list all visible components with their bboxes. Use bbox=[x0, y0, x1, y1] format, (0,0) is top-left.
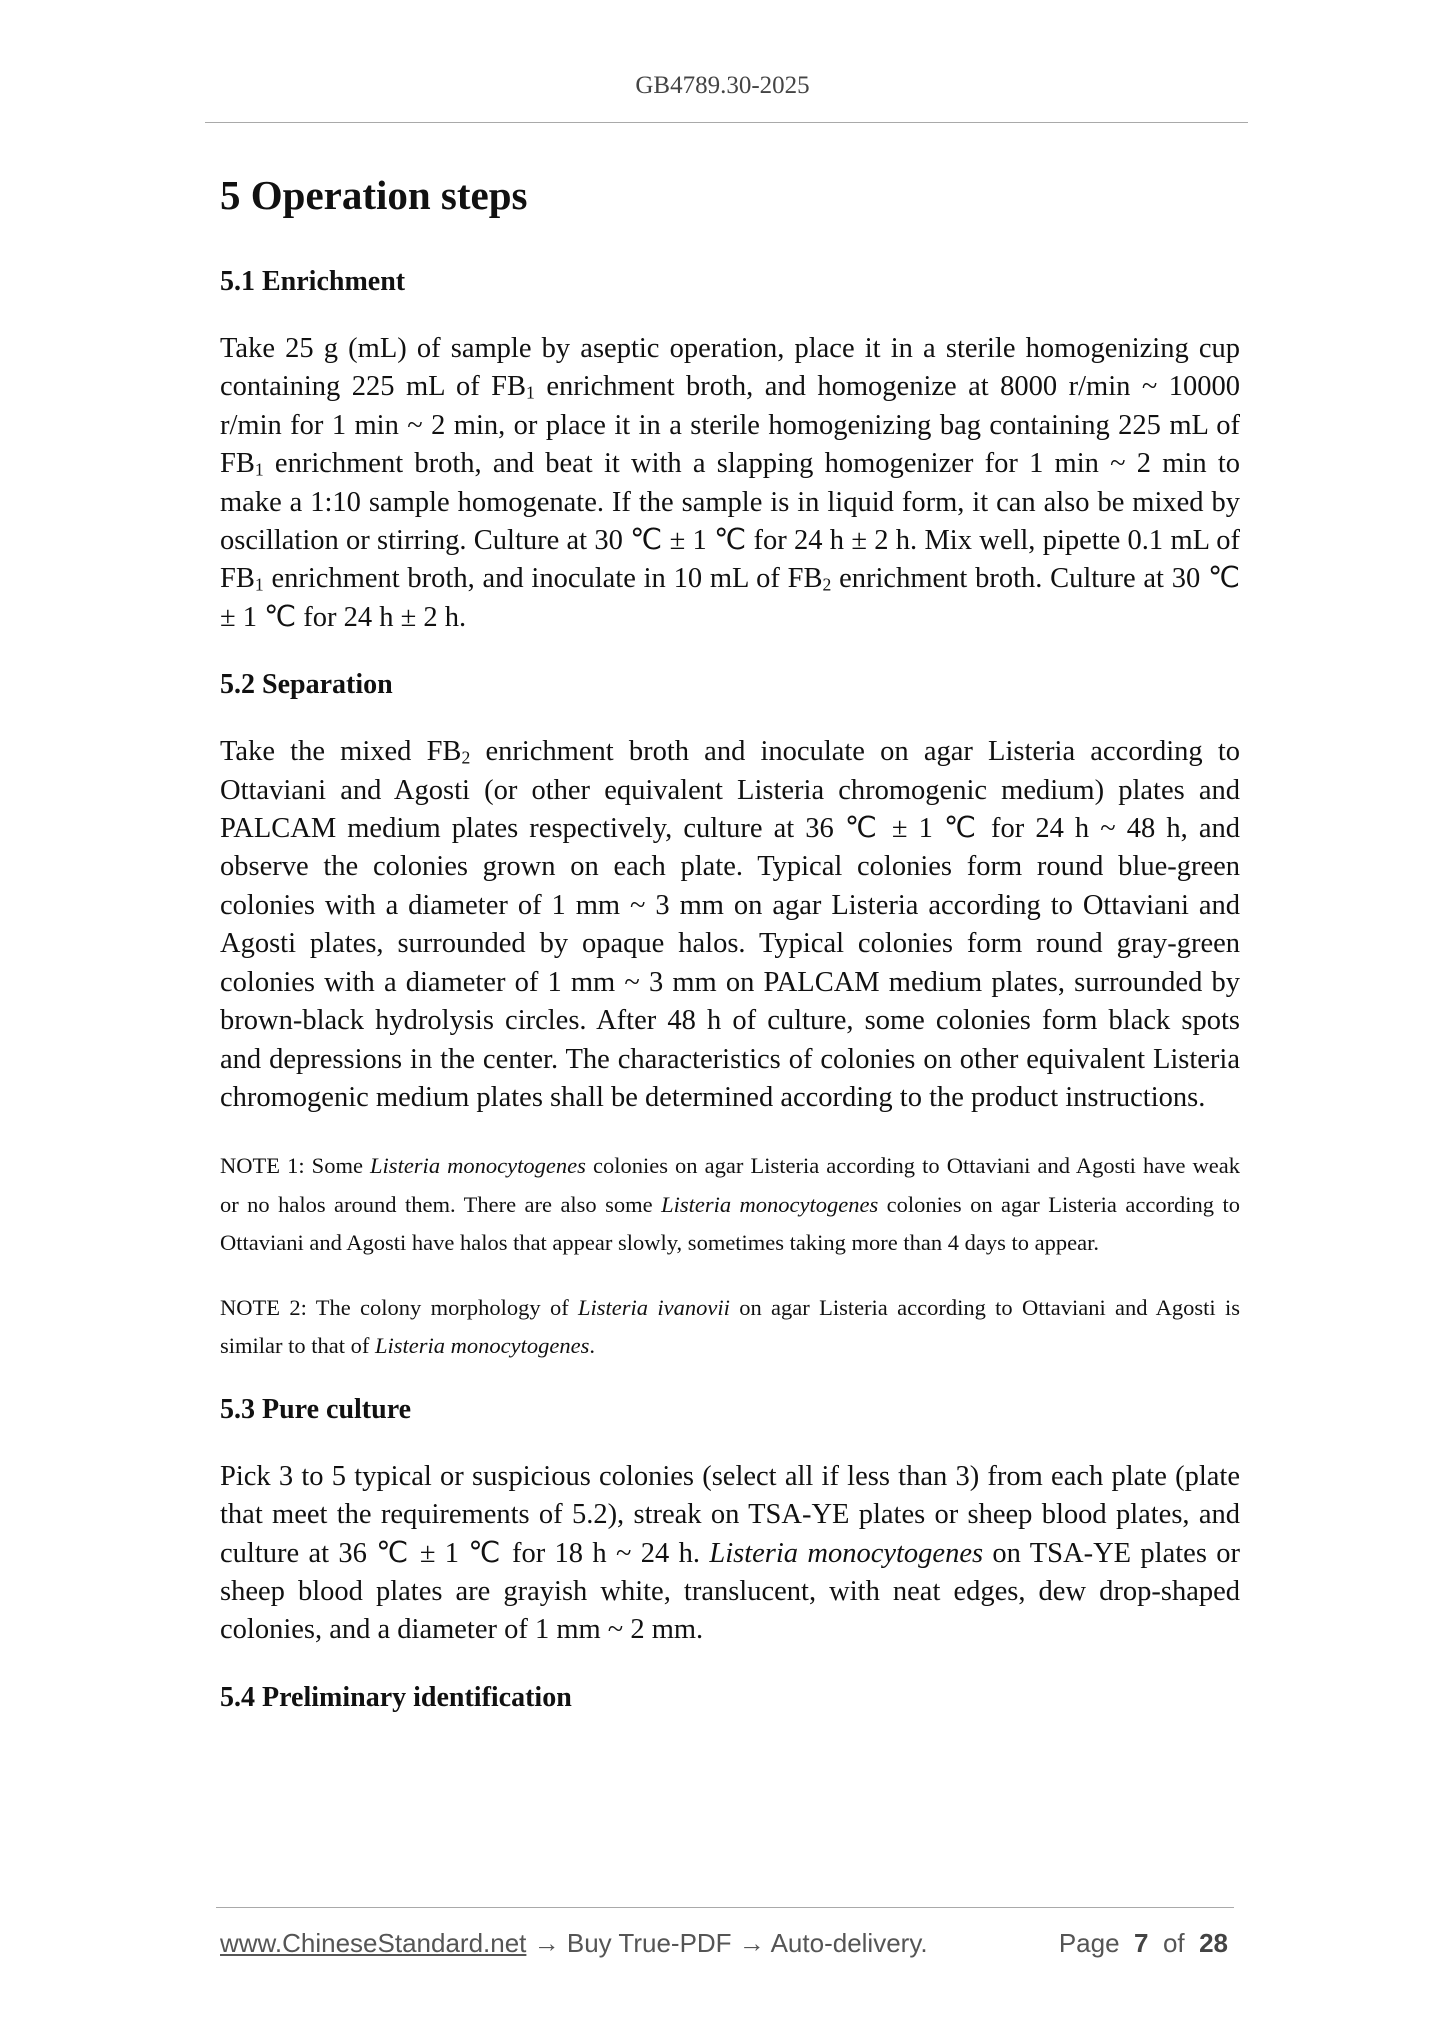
note-1 bbox=[220, 1147, 1240, 1263]
header-divider bbox=[205, 122, 1248, 123]
current-page: 7 bbox=[1134, 1928, 1149, 1958]
text-run: on TSA-YE plates or sheep blood plates are grayish white, translucent, with neat edges, dew drop-shaped colonies, and a diameter of 1 mm ~ 2 mm. bbox=[220, 1537, 1240, 1646]
text-run: . bbox=[589, 1333, 595, 1359]
total-pages: 28 bbox=[1199, 1928, 1228, 1958]
section-5-3-paragraph bbox=[220, 1458, 1240, 1650]
section-5-4-heading: 5.4 Preliminary identification bbox=[220, 1681, 572, 1713]
text-run: enrichment broth. Culture at 30 ℃ ± 1 ℃ for 24 h ± 2 h. bbox=[220, 563, 1241, 633]
species-name: Listeria ivanovii bbox=[578, 1294, 730, 1320]
page-number bbox=[1059, 1928, 1228, 1959]
footer-promo bbox=[220, 1928, 928, 1959]
arrow-right-icon: → bbox=[731, 1928, 771, 1958]
section-5-3-heading: 5.3 Pure culture bbox=[220, 1393, 412, 1425]
section-5-1-paragraph bbox=[220, 330, 1240, 637]
text-run: colonies on agar Listeria according to Ottaviani and Agosti have weak or no halos around them. There are also some bbox=[220, 1153, 1241, 1217]
text-run: Take 25 g (mL) of sample by aseptic operation, place it in a sterile homogenizing cup containing 225 mL of FB bbox=[220, 333, 1240, 403]
auto-delivery-text: Auto-delivery. bbox=[770, 1928, 928, 1958]
text-run: NOTE 1: Some bbox=[220, 1153, 371, 1179]
text-run: Pick 3 to 5 typical or suspicious colonies (select all if less than 3) from each plate (plate that meet the requirements of 5.2), streak on TSA-YE plates or sheep blood plates, and culture at 36 ℃ ± 1 ℃ for 18 h ~ 24 h. bbox=[220, 1460, 1240, 1569]
footer-divider bbox=[216, 1907, 1234, 1908]
text-run: enrichment broth, and homogenize at 8000 r/min ~ 10000 r/min for 1 min ~ 2 min, or place it in a sterile homogenizing bag containing 225 mL of FB bbox=[220, 371, 1240, 480]
text-run: enrichment broth, and inoculate in 10 mL of FB bbox=[263, 563, 823, 595]
section-5-1-heading: 5.1 Enrichment bbox=[220, 266, 406, 297]
text-run: NOTE 2: The colony morphology of bbox=[220, 1294, 579, 1320]
text-run: enrichment broth, and beat it with a slapping homogenizer for 1 min ~ 2 min to make a 1:10 sample homogenate. If the sample is in liquid form, it can also be mixed by oscillation or stirring. Culture at 30 ℃ ± 1 ℃ for 24 h ± 2 h. Mix well, pipette 0.1 mL of FB bbox=[220, 448, 1240, 595]
of-label: of bbox=[1162, 1928, 1185, 1958]
text-run: colonies on agar Listeria according to Ottaviani and Agosti have halos that appear slowly, sometimes taking more than 4 days to appear. bbox=[220, 1191, 1241, 1256]
text-run: on agar Listeria according to Ottaviani and Agosti is similar to that of bbox=[220, 1294, 1240, 1359]
subscript: 1 bbox=[254, 574, 264, 595]
subscript: 1 bbox=[254, 459, 264, 480]
section-5-heading: 5 Operation steps bbox=[220, 172, 528, 218]
species-name: Listeria monocytogenes bbox=[370, 1153, 586, 1179]
subscript: 2 bbox=[461, 747, 471, 768]
note-2 bbox=[220, 1289, 1240, 1366]
arrow-right-icon: → bbox=[526, 1928, 567, 1958]
subscript: 2 bbox=[822, 574, 832, 595]
subscript: 1 bbox=[526, 382, 535, 403]
text-run: Take the mixed FB bbox=[220, 736, 462, 768]
section-5-2-paragraph bbox=[220, 733, 1240, 1117]
species-name: Listeria monocytogenes bbox=[661, 1191, 879, 1217]
section-5-2-heading: 5.2 Separation bbox=[220, 669, 393, 701]
buy-true-pdf-text: Buy True-PDF bbox=[566, 1928, 732, 1958]
species-name: Listeria monocytogenes bbox=[709, 1537, 984, 1569]
species-name: Listeria monocytogenes bbox=[374, 1333, 590, 1359]
text-run: enrichment broth and inoculate on agar Listeria according to Ottaviani and Agosti (or other equivalent Listeria chromogenic medium) plates and PALCAM medium plates respectively, culture at 36 ℃ ± 1 ℃ for 24 h ~ 48 h, and observe the colonies grown on each plate. Typical colonies form round blue-green colonies with a diameter of 1 mm ~ 3 mm on agar Listeria according to Ottaviani and Agosti plates, surrounded by opaque halos. Typical colonies form round gray-green colonies with a diameter of 1 mm ~ 3 mm on PALCAM medium plates, surrounded by brown-black hydrolysis circles. After 48 h of culture, some colonies form black spots and depressions in the center. The characteristics of colonies on other equivalent Listeria chromogenic medium plates shall be determined according to the product instructions. bbox=[220, 736, 1240, 1113]
page-label: Page bbox=[1058, 1928, 1120, 1958]
website-link[interactable]: www.ChineseStandard.net bbox=[220, 1928, 527, 1958]
header-doc-code: GB4789.30-2025 bbox=[635, 72, 810, 99]
page-content bbox=[220, 168, 1240, 1746]
page-footer bbox=[220, 1928, 1228, 1962]
